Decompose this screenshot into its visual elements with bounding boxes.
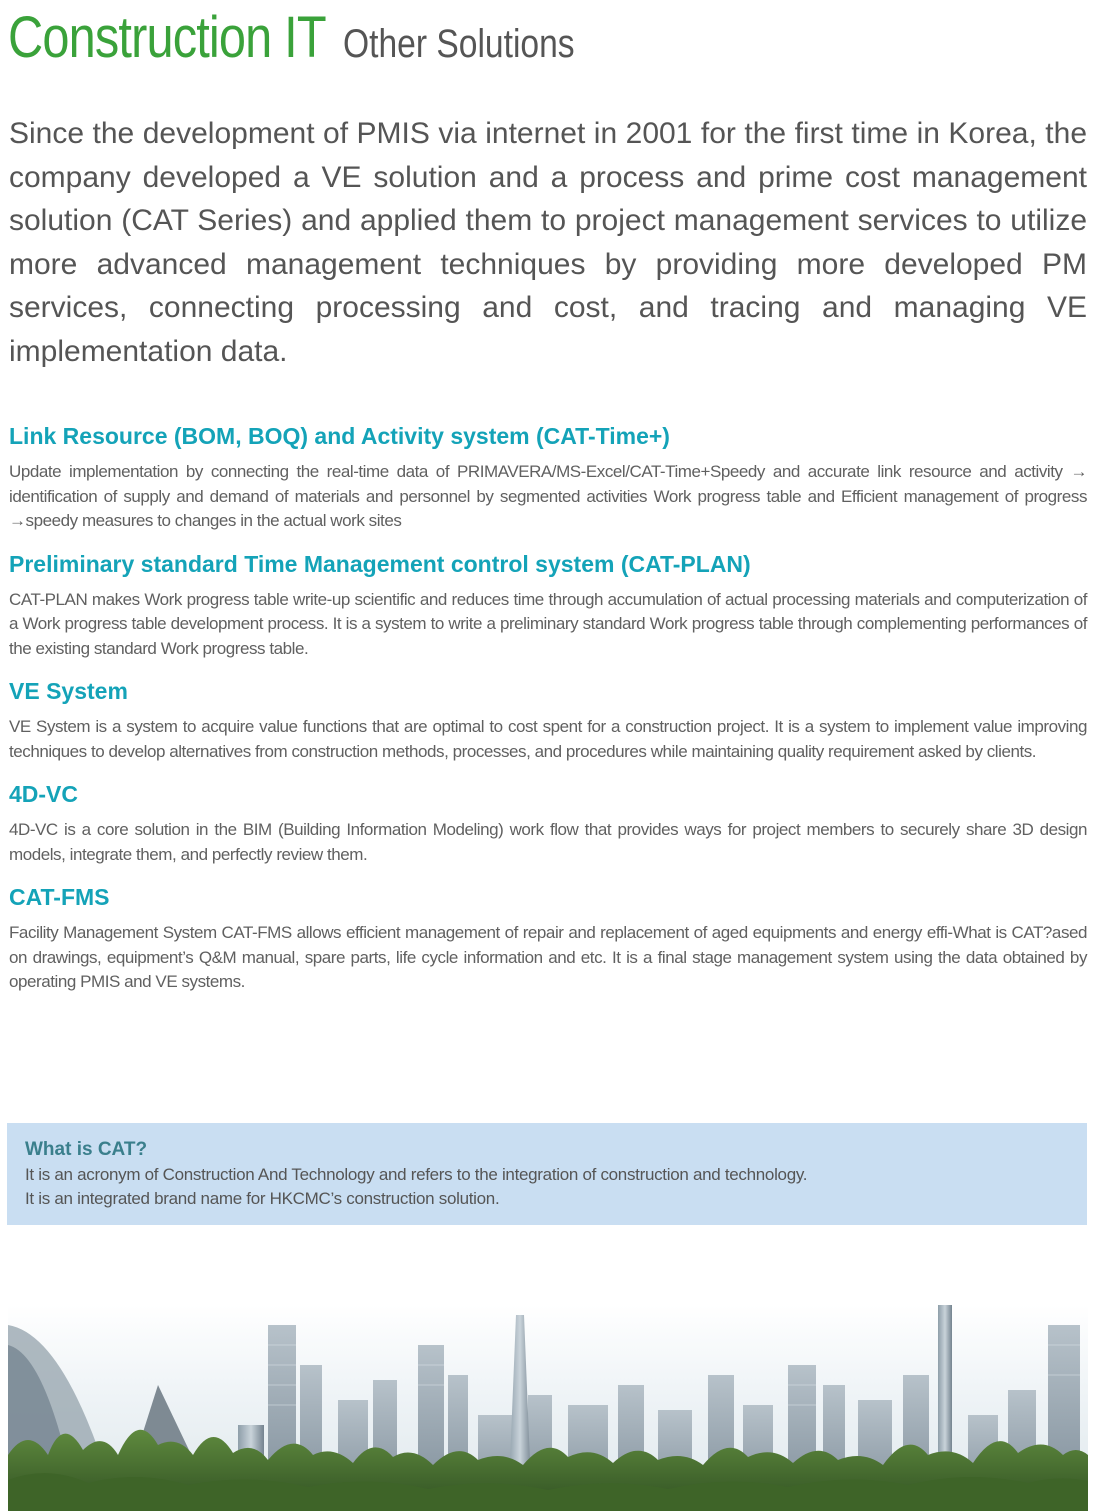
section-body: CAT-PLAN makes Work progress table write-up scientific and reduces time through accumulation of actual processing materials and computerization of a Work progress table development process. It is a system to write a preliminary standard Work progress table through complementing performances of the existing standard Work progress table.	[9, 589, 1087, 658]
section-body: Facility Management System CAT-FMS allows efficient management of repair and replacement of aged equipments and energy effi-What is CAT?ased on drawings, equipment’s Q&M manual, spare parts, life cycle information and etc. It is a final stage management system using the data obtained by operating PMIS and VE systems.	[9, 923, 1087, 991]
cat-box-line: It is an integrated brand name for HKCMC’s construction solution.	[25, 1189, 500, 1208]
section-cat-fms	[9, 879, 1087, 995]
section-body: 4D-VC is a core solution in the BIM (Building Information Modeling) work flow that provides ways for project members to securely share 3D design models, integrate them, and perfectly review them.	[9, 820, 1087, 864]
cat-box-title: What is CAT?	[25, 1139, 148, 1160]
cat-box-line: It is an acronym of Construction And Technology and refers to the integration of construction and technology.	[25, 1165, 808, 1184]
section-cat-time	[9, 418, 1087, 534]
section-title: CAT-FMS	[9, 884, 110, 910]
section-body: Update implementation by connecting the real-time data of PRIMAVERA/MS-Excel/CAT-Time+Speedy and accurate link resource and activity → identification of supply and demand of materials and personnel by segmented activities Work progress table and Efficient management of progress →speedy measures to changes in the actual work sites	[9, 462, 1087, 530]
section-body: VE System is a system to acquire value functions that are optimal to cost spent for a construction project. It is a system to implement value improving techniques to develop alternatives from construction methods, processes, and procedures while maintaining quality requirement asked by clients.	[9, 717, 1087, 761]
solutions-list	[9, 418, 1087, 1007]
section-title: Preliminary standard Time Management control system (CAT-PLAN)	[9, 550, 751, 577]
page-title: Construction IT	[8, 5, 326, 70]
page-header	[8, 4, 618, 71]
section-title: VE System	[9, 678, 128, 704]
what-is-cat-box	[7, 1123, 1087, 1225]
section-title: 4D-VC	[9, 781, 79, 807]
page-subtitle: Other Solutions	[342, 22, 575, 66]
section-title: Link Resource (BOM, BOQ) and Activity system (CAT-Time+)	[9, 423, 670, 449]
section-4d-vc	[9, 776, 1087, 867]
city-skyline-image	[8, 1305, 1088, 1511]
section-ve-system	[9, 673, 1087, 764]
skyline-illustration	[8, 1305, 1088, 1511]
section-cat-plan	[9, 546, 1087, 662]
intro-paragraph: Since the development of PMIS via internet in 2001 for the first time in Korea, the company developed a VE solution and a process and prime cost management solution (CAT Series) and applied them to project management services to utilize more advanced management techniques by providing more developed PM services, connecting processing and cost, and tracing and managing VE implementation data.	[9, 117, 1087, 368]
